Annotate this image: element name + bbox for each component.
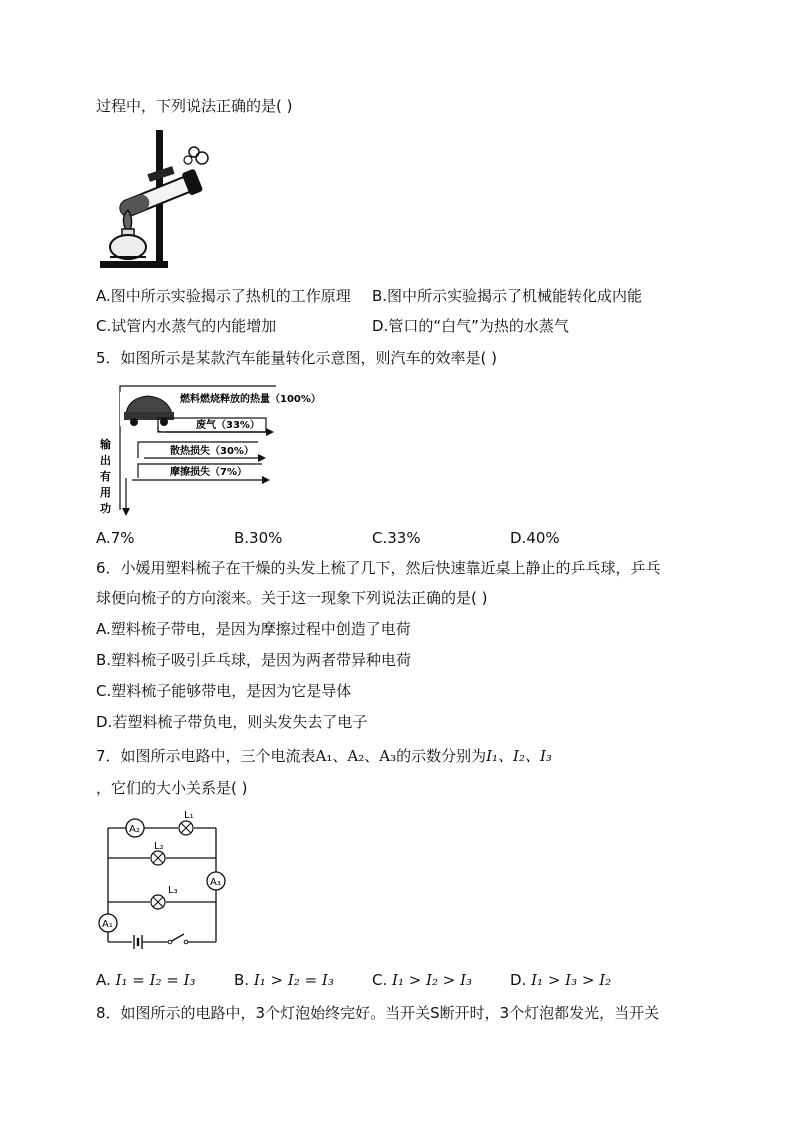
q5-energy-figure [98, 380, 321, 520]
q7-option-d-letter: D. [510, 971, 527, 989]
q4-stem-tail: 过程中，下列说法正确的是( ) [96, 97, 293, 115]
exhaust-label: 废气（33%） [196, 420, 260, 431]
q6-option-c: C.塑料梳子能够带电，是因为它是导体 [96, 682, 352, 700]
output-label-2: 出 [100, 454, 111, 467]
lamp-l2-label: L₂ [154, 841, 164, 852]
q7-option-d-expr: I₁ > I₃ > I₂ [531, 971, 612, 989]
q5-option-d: D.40% [510, 529, 560, 547]
q6-option-d: D.若塑料梳子带负电，则头发失去了电子 [96, 713, 368, 731]
q7-option-c [372, 970, 472, 990]
q7-option-d [510, 970, 611, 990]
q4-option-a: A.图中所示实验揭示了热机的工作原理 [96, 287, 351, 305]
q7-option-b-expr: I₁ > I₂ = I₃ [253, 971, 334, 989]
q7-option-a-letter: A. [96, 971, 111, 989]
lamp-l3-label: L₃ [168, 885, 178, 896]
q4-option-c: C.试管内水蒸气的内能增加 [96, 317, 277, 335]
q7-stem-line2: ，它们的大小关系是( ) [96, 779, 248, 797]
q8-stem-line1: 8．如图所示的电路中，3个灯泡始终完好。当开关S断开时，3个灯泡都发光，当开关 [96, 1004, 660, 1022]
q7-meters: A₁、A₂、A₃ [315, 747, 397, 765]
lamp-l1-label: L₁ [184, 810, 194, 821]
q7-option-c-letter: C. [372, 971, 388, 989]
q5-option-b: B.30% [234, 529, 283, 547]
q4-apparatus-figure [98, 126, 213, 271]
q7-option-b-letter: B. [234, 971, 250, 989]
q7-stem-mid: 的示数分别为 [396, 747, 487, 765]
car-icon [120, 392, 176, 426]
q7-stem-pre: 7．如图所示电路中，三个电流表 [96, 747, 316, 765]
q6-stem-line1: 6．小媛用塑料梳子在干燥的头发上梳了几下，然后快速靠近桌上静止的乒乓球，乒乓 [96, 559, 661, 577]
q5-option-a: A.7% [96, 529, 135, 547]
q5-option-c: C.33% [372, 529, 421, 547]
q4-option-d: D.管口的“白气”为热的水蒸气 [372, 317, 569, 335]
output-label-4: 用 [100, 486, 111, 499]
q7-option-a-expr: I₁ = I₂ = I₃ [115, 971, 196, 989]
q5-stem: 5．如图所示是某款汽车能量转化示意图，则汽车的效率是( ) [96, 349, 498, 367]
q4-option-b: B.图中所示实验揭示了机械能转化成内能 [372, 287, 643, 305]
q7-option-a [96, 970, 196, 990]
meter-a3-label: A₃ [210, 877, 221, 888]
q6-option-b: B.塑料梳子吸引乒乓球，是因为两者带异种电荷 [96, 651, 412, 669]
q7-option-b [234, 970, 334, 990]
fuel-label: 燃料燃烧释放的热量（100%） [180, 394, 321, 405]
output-label-1: 输 [100, 438, 111, 451]
heat-label: 散热损失（30%） [170, 446, 254, 457]
q6-option-a: A.塑料梳子带电，是因为摩擦过程中创造了电荷 [96, 620, 411, 638]
q7-circuit-figure [98, 810, 228, 952]
output-label-5: 功 [100, 502, 111, 515]
meter-a1-label: A₁ [102, 919, 113, 930]
output-label-3: 有 [100, 470, 111, 483]
meter-a2-label: A₂ [129, 824, 140, 835]
friction-label: 摩擦损失（7%） [170, 467, 247, 478]
q7-option-c-expr: I₁ > I₂ > I₃ [392, 971, 473, 989]
q7-currents: I₁、I₂、I₃ [486, 747, 552, 765]
q7-stem-line1 [96, 746, 552, 766]
q6-stem-line2: 球便向梳子的方向滚来。关于这一现象下列说法正确的是( ) [96, 589, 488, 607]
